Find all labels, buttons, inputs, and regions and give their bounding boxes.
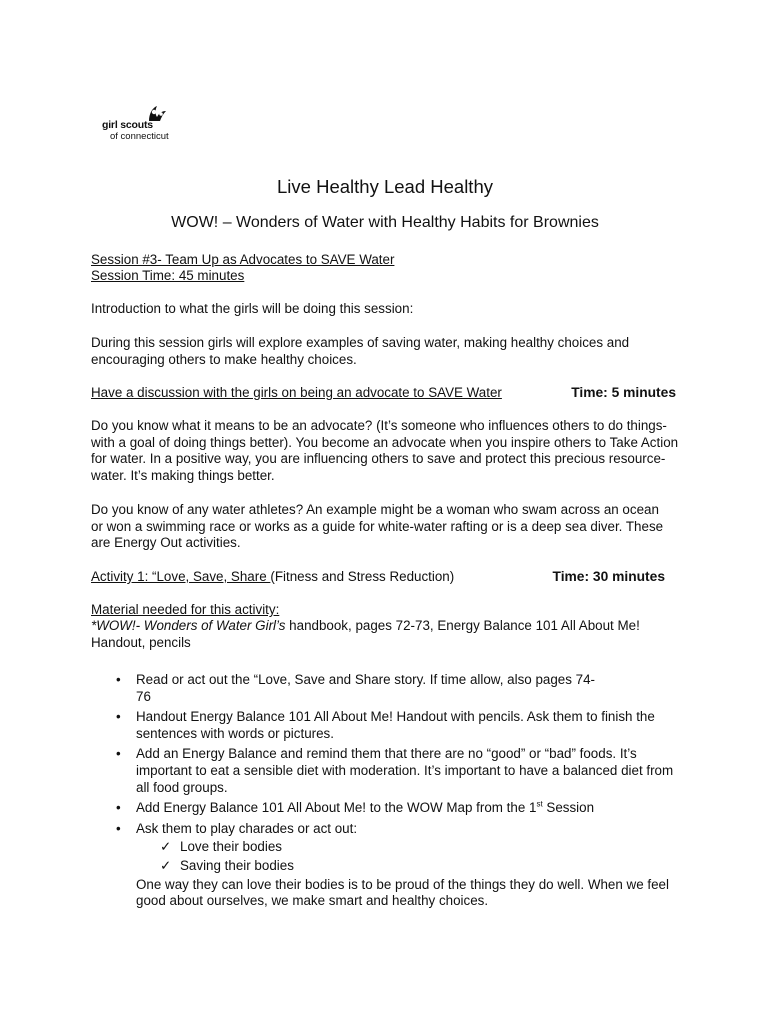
bullet-dot-icon: • — [116, 672, 121, 687]
activity-note: (Fitness and Stress Reduction) — [270, 569, 455, 584]
list-item-text: Ask them to play charades or act out: — [136, 820, 358, 836]
bullet-dot-icon: • — [116, 820, 121, 836]
list-item — [110, 821, 680, 910]
closing-text: One way they can love their bodies is to be proud of the things they do well. When we feel good about ourselves, we make smart and healthy choices. — [136, 876, 669, 909]
logo-line-1: girl scouts — [102, 119, 153, 131]
materials-rest: handbook, pages 72-73, Energy Balance 101 All About Me! Handout, pencils — [91, 618, 640, 650]
intro-heading: Introduction to what the girls will be doing this session: — [91, 301, 414, 316]
list-item-superscript: st — [536, 799, 543, 809]
list-item-text: Add Energy Balance 101 All About Me! to the WOW Map from the 1 — [136, 800, 537, 816]
list-item-text: Add an Energy Balance and remind them that there are no “good” or “bad” foods. It’s important to eat a sensible diet with moderation. It’s important to have a balanced diet from all food groups. — [136, 746, 674, 795]
activity-steps-list — [110, 672, 680, 914]
session-number: Session #3- Team Up as Advocates to SAVE Water — [91, 252, 395, 267]
check-item-text: Love their bodies — [180, 839, 282, 855]
list-item-text: Handout Energy Balance 101 All About Me! Handout with pencils. Ask them to finish the sentences with words or pictures. — [136, 709, 655, 741]
list-item-text: Read or act out the “Love, Save and Share story. If time allow, also pages 74-76 — [136, 672, 596, 704]
advocate-paragraph: Do you know what it means to be an advocate? (It’s someone who influences others to do things- with a goal of doing things better). You become an advocate when you inspire others to Take Action for water. In a positive way, you are influencing others to save and protect this precious resource- water. It’s making things better. — [91, 418, 679, 483]
charades-list — [136, 839, 680, 874]
girl-scouts-logo — [102, 104, 192, 144]
discussion-time: Time: 5 minutes — [571, 385, 676, 400]
activity-time: Time: 30 minutes — [552, 569, 665, 584]
materials-italic: *WOW!- Wonders of Water Girl’s — [91, 618, 286, 633]
list-item — [110, 746, 680, 796]
logo-line-2: of connecticut — [110, 131, 169, 142]
discussion-heading: Have a discussion with the girls on being an advocate to SAVE Water — [91, 385, 502, 400]
list-item — [110, 709, 680, 742]
checkmark-icon: ✓ — [160, 839, 172, 855]
intro-text: During this session girls will explore examples of saving water, making healthy choices and encouraging others to make healthy choices. — [91, 335, 630, 367]
discussion-row — [91, 385, 676, 402]
activity-row — [91, 569, 665, 586]
list-item — [110, 672, 596, 705]
checkmark-icon: ✓ — [160, 857, 172, 873]
materials-text — [91, 618, 676, 651]
check-item-text: Saving their bodies — [180, 857, 294, 873]
materials-heading: Material needed for this activity: — [91, 602, 280, 617]
list-item — [110, 800, 680, 817]
check-item — [160, 839, 680, 856]
document-subtitle: WOW! – Wonders of Water with Healthy Habits for Brownies — [171, 214, 599, 231]
document-title: Live Healthy Lead Healthy — [277, 176, 493, 197]
session-time: Session Time: 45 minutes — [91, 268, 245, 283]
check-item — [160, 858, 680, 875]
bullet-dot-icon: • — [116, 709, 121, 725]
bullet-dot-icon: • — [116, 746, 121, 762]
list-item-text-end: Session — [542, 800, 595, 816]
activity-heading: Activity 1: “Love, Save, Share — [91, 569, 271, 584]
athletes-paragraph: Do you know of any water athletes? An example might be a woman who swam across an ocean or won a swimming race or works as a guide for white-water rafting or is a deep sea diver. These are Energy Out activities. — [91, 502, 664, 551]
bullet-dot-icon: • — [116, 800, 121, 816]
